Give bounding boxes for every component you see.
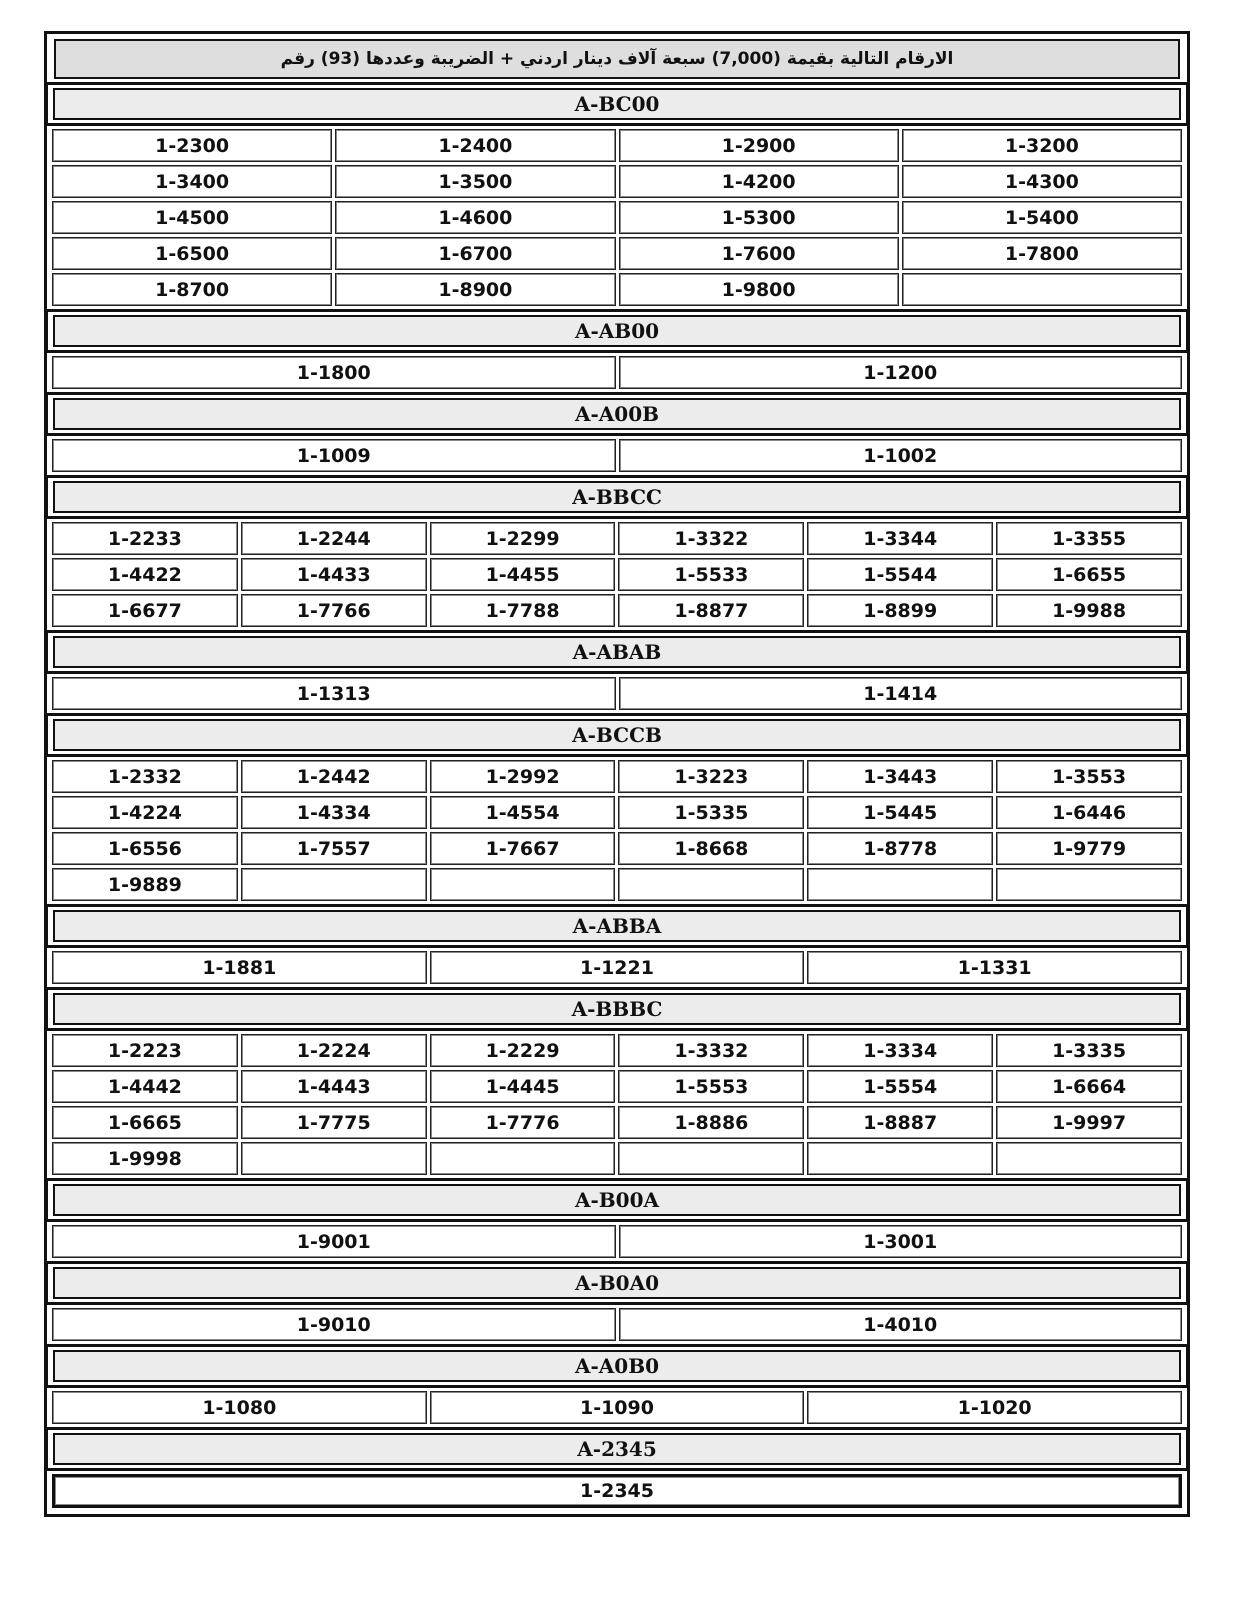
- plate-number-cell: 1-4334: [241, 796, 427, 829]
- plate-number-cell: 1-2345: [52, 1474, 1182, 1508]
- empty-cell: [241, 1142, 427, 1175]
- empty-cell: [618, 1142, 804, 1175]
- plate-number-cell: 1-2332: [52, 760, 238, 793]
- section-code: A-2345: [53, 1433, 1181, 1465]
- plate-number-cell: 1-2223: [52, 1034, 238, 1067]
- section-code: A-A00B: [53, 398, 1181, 430]
- plate-number-cell: 1-2229: [430, 1034, 616, 1067]
- empty-cell: [618, 868, 804, 901]
- plate-number-cell: 1-2244: [241, 522, 427, 555]
- plate-number-cell: 1-3223: [618, 760, 804, 793]
- plate-number-cell: 1-6700: [335, 237, 615, 270]
- section-code: A-BBCC: [53, 481, 1181, 513]
- empty-cell: [807, 1142, 993, 1175]
- plate-number-cell: 1-5335: [618, 796, 804, 829]
- plate-number-cell: 1-9001: [52, 1225, 616, 1258]
- section-grid: [52, 1031, 1182, 1178]
- section-code: A-B00A: [53, 1184, 1181, 1216]
- empty-cell: [996, 1142, 1182, 1175]
- plate-number-cell: 1-9779: [996, 832, 1182, 865]
- plate-number-cell: 1-5553: [618, 1070, 804, 1103]
- plate-number-cell: 1-3443: [807, 760, 993, 793]
- plate-number-cell: 1-4422: [52, 558, 238, 591]
- plate-number-cell: 1-6500: [52, 237, 332, 270]
- plate-number-cell: 1-8899: [807, 594, 993, 627]
- plate-number-cell: 1-1331: [807, 951, 1182, 984]
- section-grid: [52, 1471, 1182, 1511]
- plate-number-cell: 1-2900: [619, 129, 899, 162]
- plate-number-cell: 1-4300: [902, 165, 1182, 198]
- plate-number-cell: 1-8886: [618, 1106, 804, 1139]
- plate-number-cell: 1-2300: [52, 129, 332, 162]
- plate-number-cell: 1-3200: [902, 129, 1182, 162]
- section-code: A-BBBC: [53, 993, 1181, 1025]
- plate-number-cell: 1-8778: [807, 832, 993, 865]
- plate-number-cell: 1-4554: [430, 796, 616, 829]
- section-grid: [52, 436, 1182, 475]
- section-code: A-ABAB: [53, 636, 1181, 668]
- section-code: A-BCCB: [53, 719, 1181, 751]
- section-code: A-A0B0: [53, 1350, 1181, 1382]
- plate-number-cell: 1-7775: [241, 1106, 427, 1139]
- plate-number-cell: 1-6665: [52, 1106, 238, 1139]
- section-grid: [52, 353, 1182, 392]
- plate-number-cell: 1-6677: [52, 594, 238, 627]
- section-header: [45, 1427, 1189, 1471]
- plate-number-cell: 1-9889: [52, 868, 238, 901]
- section-header: [45, 392, 1189, 436]
- empty-cell: [430, 868, 616, 901]
- plate-number-cell: 1-1200: [619, 356, 1183, 389]
- section-header: [45, 713, 1189, 757]
- plate-number-cell: 1-8887: [807, 1106, 993, 1139]
- plate-number-cell: 1-4443: [241, 1070, 427, 1103]
- section-header: [45, 1344, 1189, 1388]
- section-header: [45, 630, 1189, 674]
- plate-number-cell: 1-1221: [430, 951, 805, 984]
- plate-number-cell: 1-1800: [52, 356, 616, 389]
- section-code: A-B0A0: [53, 1267, 1181, 1299]
- plate-number-cell: 1-7776: [430, 1106, 616, 1139]
- empty-cell: [807, 868, 993, 901]
- plate-number-cell: 1-5533: [618, 558, 804, 591]
- section-header: [45, 475, 1189, 519]
- plate-number-cell: 1-8900: [335, 273, 615, 306]
- plate-number-cell: 1-5400: [902, 201, 1182, 234]
- section-grid: [52, 1388, 1182, 1427]
- plate-number-cell: 1-6655: [996, 558, 1182, 591]
- plate-number-cell: 1-4200: [619, 165, 899, 198]
- plate-number-cell: 1-3344: [807, 522, 993, 555]
- plate-number-cell: 1-2299: [430, 522, 616, 555]
- plate-number-cell: 1-5554: [807, 1070, 993, 1103]
- plate-number-cell: 1-4433: [241, 558, 427, 591]
- plate-number-cell: 1-6446: [996, 796, 1182, 829]
- plate-number-cell: 1-3001: [619, 1225, 1183, 1258]
- plate-number-cell: 1-7766: [241, 594, 427, 627]
- section-code: A-BC00: [53, 88, 1181, 120]
- section-grid: [52, 519, 1182, 630]
- empty-cell: [902, 273, 1182, 306]
- plate-number-cell: 1-1313: [52, 677, 616, 710]
- plate-number-cell: 1-1090: [430, 1391, 805, 1424]
- table-title: الارقام التالية بقيمة (7,000) سبعة آلاف دينار اردني + الضريبة وعددها (93) رقم: [54, 39, 1180, 79]
- plate-number-cell: 1-3500: [335, 165, 615, 198]
- plate-number-cell: 1-1414: [619, 677, 1183, 710]
- empty-cell: [430, 1142, 616, 1175]
- plate-number-cell: 1-4442: [52, 1070, 238, 1103]
- section-header: [45, 82, 1189, 126]
- plate-number-cell: 1-6664: [996, 1070, 1182, 1103]
- plate-number-cell: 1-1020: [807, 1391, 1182, 1424]
- plate-number-cell: 1-3322: [618, 522, 804, 555]
- plate-number-cell: 1-9800: [619, 273, 899, 306]
- plate-number-cell: 1-9988: [996, 594, 1182, 627]
- plate-number-cell: 1-3332: [618, 1034, 804, 1067]
- plate-number-cell: 1-2400: [335, 129, 615, 162]
- plate-number-cell: 1-7800: [902, 237, 1182, 270]
- plate-number-cell: 1-5544: [807, 558, 993, 591]
- plate-number-cell: 1-5300: [619, 201, 899, 234]
- plate-number-cell: 1-2233: [52, 522, 238, 555]
- plate-number-cell: 1-1080: [52, 1391, 427, 1424]
- plate-number-cell: 1-7557: [241, 832, 427, 865]
- section-header: [45, 987, 1189, 1031]
- plate-number-cell: 1-2442: [241, 760, 427, 793]
- plate-number-cell: 1-3553: [996, 760, 1182, 793]
- price-list-table: [44, 31, 1190, 1517]
- plate-number-cell: 1-1002: [619, 439, 1183, 472]
- plate-number-cell: 1-4224: [52, 796, 238, 829]
- section-grid: [52, 674, 1182, 713]
- section-header: [45, 1261, 1189, 1305]
- section-header: [45, 309, 1189, 353]
- plate-number-cell: 1-2224: [241, 1034, 427, 1067]
- plate-number-cell: 1-9997: [996, 1106, 1182, 1139]
- plate-number-cell: 1-3335: [996, 1034, 1182, 1067]
- plate-number-cell: 1-3334: [807, 1034, 993, 1067]
- plate-number-cell: 1-8700: [52, 273, 332, 306]
- section-grid: [52, 1222, 1182, 1261]
- section-grid: [52, 757, 1182, 904]
- plate-number-cell: 1-4500: [52, 201, 332, 234]
- section-header: [45, 904, 1189, 948]
- empty-cell: [996, 868, 1182, 901]
- plate-number-cell: 1-2992: [430, 760, 616, 793]
- plate-number-cell: 1-4445: [430, 1070, 616, 1103]
- plate-number-cell: 1-1881: [52, 951, 427, 984]
- section-grid: [52, 126, 1182, 309]
- section-grid: [52, 948, 1182, 987]
- plate-number-cell: 1-4600: [335, 201, 615, 234]
- section-code: A-AB00: [53, 315, 1181, 347]
- plate-number-cell: 1-9010: [52, 1308, 616, 1341]
- section-code: A-ABBA: [53, 910, 1181, 942]
- plate-number-cell: 1-7667: [430, 832, 616, 865]
- section-header: [45, 1178, 1189, 1222]
- plate-number-cell: 1-9998: [52, 1142, 238, 1175]
- plate-number-cell: 1-6556: [52, 832, 238, 865]
- plate-number-cell: 1-8668: [618, 832, 804, 865]
- plate-number-cell: 1-1009: [52, 439, 616, 472]
- empty-cell: [241, 868, 427, 901]
- sections-container: [52, 82, 1182, 1511]
- plate-number-cell: 1-7788: [430, 594, 616, 627]
- plate-number-cell: 1-8877: [618, 594, 804, 627]
- section-grid: [52, 1305, 1182, 1344]
- plate-number-cell: 1-4010: [619, 1308, 1183, 1341]
- plate-number-cell: 1-5445: [807, 796, 993, 829]
- plate-number-cell: 1-3400: [52, 165, 332, 198]
- plate-number-cell: 1-3355: [996, 522, 1182, 555]
- plate-number-cell: 1-4455: [430, 558, 616, 591]
- plate-number-cell: 1-7600: [619, 237, 899, 270]
